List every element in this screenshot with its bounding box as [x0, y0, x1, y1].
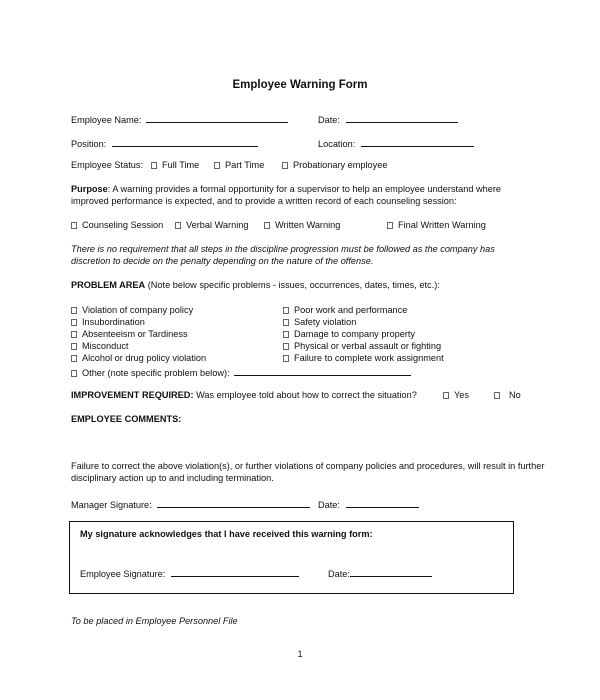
problem-item[interactable] [71, 353, 206, 365]
problem-item[interactable] [71, 329, 188, 341]
checkbox-icon[interactable] [71, 355, 77, 362]
position-input[interactable] [112, 136, 258, 147]
location-label: Location: [318, 139, 356, 149]
warning-type-label: Counseling Session [82, 220, 164, 230]
yes-label: Yes [454, 390, 469, 400]
employee-date-field [328, 566, 432, 581]
employee-signature-field [80, 566, 299, 581]
personnel-file-note: To be placed in Employee Personnel File [71, 616, 238, 626]
problem-item-label: Insubordination [82, 317, 145, 327]
employee-signature-label: Employee Signature: [80, 569, 166, 579]
location-field [318, 136, 474, 151]
date-input[interactable] [346, 112, 458, 123]
checkbox-icon[interactable] [175, 222, 181, 229]
problem-item-label: Safety violation [294, 317, 357, 327]
status-option-part-time[interactable] [214, 160, 264, 172]
problem-item-label: Failure to complete work assignment [294, 353, 444, 363]
improvement-question: Was employee told about how to correct the situation? [193, 390, 417, 400]
employee-name-label: Employee Name: [71, 115, 142, 125]
problem-area-hint: (Note below specific problems - issues, occurrences, dates, times, etc.): [145, 280, 440, 290]
problem-item[interactable] [283, 353, 444, 365]
status-option-label: Probationary employee [293, 160, 388, 170]
employee-name-input[interactable] [146, 112, 288, 123]
status-option-label: Part Time [225, 160, 265, 170]
improvement-no-option[interactable] [494, 390, 521, 402]
checkbox-icon[interactable] [151, 162, 157, 169]
problem-area-heading [71, 280, 440, 292]
status-option-probationary[interactable] [282, 160, 387, 172]
checkbox-icon[interactable] [71, 331, 77, 338]
warning-type-verbal[interactable] [175, 220, 248, 232]
warning-type-written[interactable] [264, 220, 340, 232]
checkbox-icon[interactable] [494, 392, 500, 399]
checkbox-icon[interactable] [387, 222, 393, 229]
employee-comments-heading: EMPLOYEE COMMENTS: [71, 414, 182, 424]
purpose-label: Purpose [71, 184, 108, 194]
checkbox-icon[interactable] [283, 343, 289, 350]
acknowledgement-box [69, 521, 514, 594]
warning-type-label: Final Written Warning [398, 220, 486, 230]
date-label: Date: [318, 115, 340, 125]
problem-item[interactable] [71, 341, 128, 353]
problem-item[interactable] [71, 317, 145, 329]
checkbox-icon[interactable] [283, 307, 289, 314]
manager-date-input[interactable] [346, 497, 419, 508]
improvement-yes-option[interactable] [443, 390, 469, 402]
manager-signature-field [71, 497, 310, 512]
problem-item[interactable] [283, 317, 356, 329]
checkbox-icon[interactable] [283, 319, 289, 326]
problem-area-label: PROBLEM AREA [71, 280, 146, 290]
problem-item-label: Other (note specific problem below): [82, 368, 230, 378]
problem-item[interactable] [283, 305, 407, 317]
problem-item[interactable] [283, 329, 415, 341]
problem-item-other[interactable] [71, 365, 411, 380]
problem-item[interactable] [283, 341, 441, 353]
manager-date-field [318, 497, 419, 512]
checkbox-icon[interactable] [283, 355, 289, 362]
position-label: Position: [71, 139, 107, 149]
manager-date-label: Date: [318, 500, 340, 510]
problem-item-label: Absenteeism or Tardiness [82, 329, 188, 339]
problem-item-label: Misconduct [82, 341, 129, 351]
checkbox-icon[interactable] [283, 331, 289, 338]
employee-date-label: Date: [328, 569, 350, 579]
checkbox-icon[interactable] [282, 162, 288, 169]
checkbox-icon[interactable] [264, 222, 270, 229]
checkbox-icon[interactable] [214, 162, 220, 169]
status-option-label: Full Time [162, 160, 200, 170]
no-label: No [509, 390, 521, 400]
checkbox-icon[interactable] [71, 222, 77, 229]
improvement-required-label: IMPROVEMENT REQUIRED: [71, 390, 194, 400]
problem-item-label: Poor work and performance [294, 305, 408, 315]
warning-type-label: Verbal Warning [186, 220, 249, 230]
problem-item[interactable] [71, 305, 193, 317]
manager-signature-input[interactable] [157, 497, 310, 508]
purpose-paragraph [71, 184, 541, 208]
warning-type-label: Written Warning [275, 220, 341, 230]
checkbox-icon[interactable] [71, 343, 77, 350]
problem-item-label: Alcohol or drug policy violation [82, 353, 207, 363]
checkbox-icon[interactable] [71, 319, 77, 326]
manager-signature-label: Manager Signature: [71, 500, 152, 510]
warning-type-counseling[interactable] [71, 220, 163, 232]
problem-item-label: Damage to company property [294, 329, 416, 339]
other-problem-input[interactable] [234, 365, 411, 376]
purpose-text: : A warning provides a formal opportunity for a supervisor to help an employee understand where improved performance is expected, and to provide a written record of each counseling session: [71, 184, 502, 206]
checkbox-icon[interactable] [443, 392, 449, 399]
discipline-note: There is no requirement that all steps in the discipline progression must be followed as the company has discretion to decide on the penalty depending on the nature of the offense. [71, 244, 495, 266]
termination-warning-text: Failure to correct the above violation(s), or further violations of company policies and procedures, will result in further disciplinary action up to and including termination. [71, 461, 545, 483]
date-field [318, 112, 458, 127]
employee-signature-input[interactable] [171, 566, 299, 577]
status-option-full-time[interactable] [151, 160, 199, 172]
page-number: 1 [297, 649, 303, 659]
employee-date-input[interactable] [350, 566, 432, 577]
problem-item-label: Violation of company policy [82, 305, 194, 315]
warning-type-final-written[interactable] [387, 220, 486, 232]
location-input[interactable] [361, 136, 474, 147]
employee-status-row [71, 160, 143, 172]
page-title: Employee Warning Form [232, 79, 368, 91]
checkbox-icon[interactable] [71, 370, 77, 377]
position-field [71, 136, 258, 151]
improvement-required-row [71, 390, 417, 402]
acknowledgement-heading: My signature acknowledges that I have received this warning form: [80, 529, 373, 539]
employee-name-field [71, 112, 288, 127]
problem-item-label: Physical or verbal assault or fighting [294, 341, 442, 351]
employee-status-label: Employee Status: [71, 160, 144, 170]
checkbox-icon[interactable] [71, 307, 77, 314]
